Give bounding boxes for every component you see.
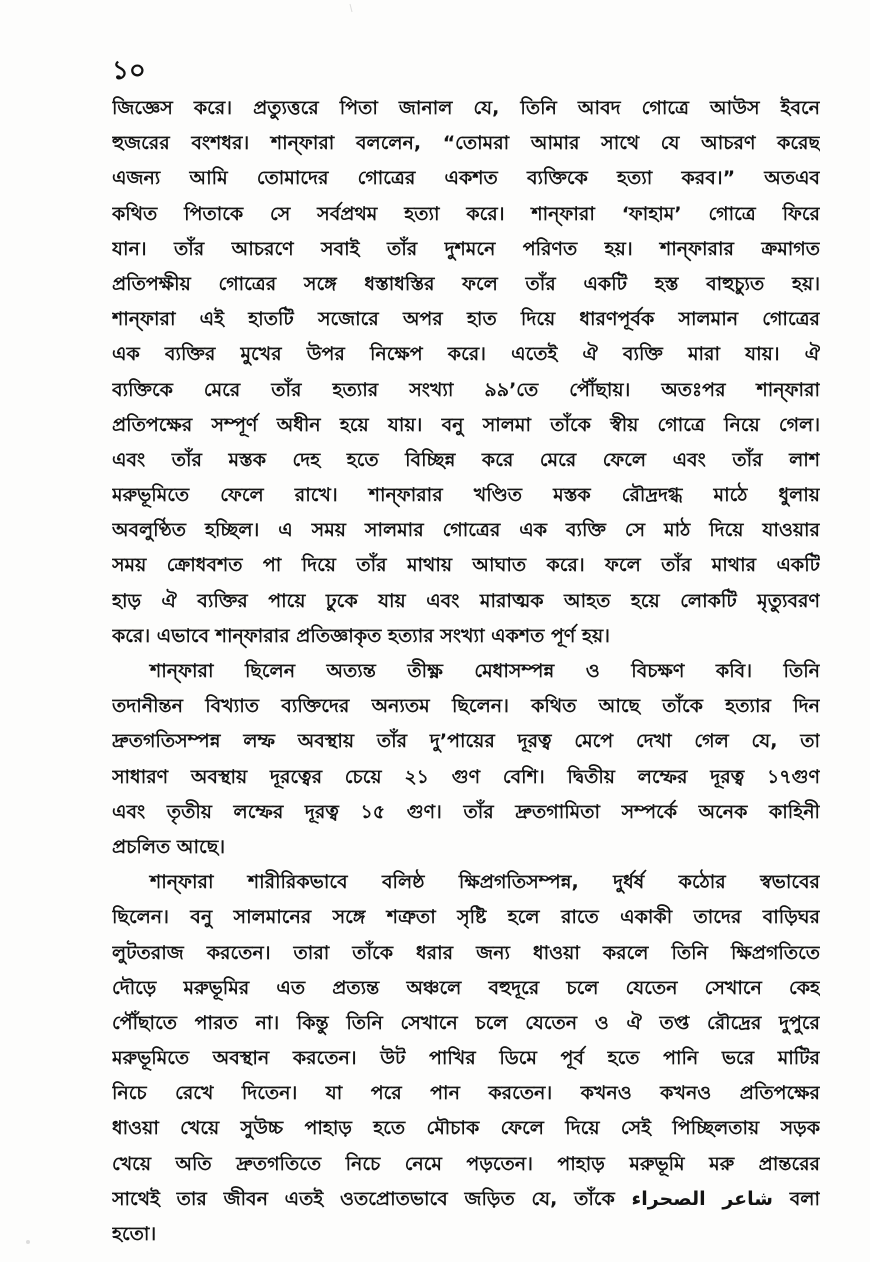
text-line: শান্‌ফারা ছিলেন অত্যন্ত তীক্ষ্ণ মেধাসম্পন্ন ও বিচক্ষণ কবি। তিনি <box>150 660 820 682</box>
text-line: ব্যক্তিকে মেরে তাঁর হত্যার সংখ্যা ৯৯’তে পৌঁছায়। অতঃপর শান্‌ফারা <box>112 378 820 401</box>
text-line: মরুভূমিতে ফেলে রাখে। শান্‌ফারার খণ্ডিত মস্তক রৌদ্রদগ্ধ মাঠে ধুলায় <box>112 484 820 507</box>
text-line: শান্‌ফারা শারীরিকভাবে বলিষ্ঠ ক্ষিপ্রগতিসম্পন্ন, দুর্ধর্ষ কঠোর স্বভাবের <box>150 871 820 894</box>
text-line: হতো। <box>112 1223 157 1245</box>
text-line: প্রচলিত আছে। <box>112 835 226 858</box>
text-line: প্রতিপক্ষীয় গোত্রের সঙ্গে ধস্তাধস্তির ফলে তাঁর একটি হস্ত বাহুচ্যুত হয়। <box>112 272 820 295</box>
text-line: পৌঁছাতে পারত না। কিন্তু তিনি সেখানে চলে যেতেন ও ঐ তপ্ত রৌদ্রের দুপুরে <box>112 1011 820 1034</box>
text-line: মরুভূমিতে অবস্থান করতেন। উট পাখির ডিমে পূর্ব হতে পানি ভরে মাটির <box>112 1047 820 1070</box>
text-line: ধাওয়া খেয়ে সুউচ্চ পাহাড় হতে মৌচাক ফেলে দিয়ে সেই পিচ্ছিলতায় সড়ক <box>112 1117 820 1140</box>
paragraph-3 <box>112 865 820 1252</box>
text-line: দৌড়ে মরুভূমির এত প্রত্যন্ত অঞ্চলে বহুদূরে চলে যেতেন সেখানে কেহ <box>112 976 820 999</box>
text-line: জিজ্ঞেস করে। প্রত্যুত্তরে পিতা জানাল যে, তিনি আবদ গোত্রে আউস ইবনে <box>112 97 820 119</box>
text-line: নিচে রেখে দিতেন। যা পরে পান করতেন। কখনও কখনও প্রতিপক্ষের <box>112 1082 820 1105</box>
text-line: এক ব্যক্তির মুখের উপর নিক্ষেপ করে। এতেই ঐ ব্যক্তি মারা যায়। ঐ <box>112 343 820 366</box>
text-line: হাড় ঐ ব্যক্তির পায়ে ঢুকে যায় এবং মারাত্মক আহত হয়ে লোকটি মৃত্যুবরণ <box>112 589 820 612</box>
text-line: করে। এভাবে শান্‌ফারার প্রতিজ্ঞাকৃত হত্যার সংখ্যা একশত পূর্ণ হয়। <box>112 624 610 647</box>
page-number: ১০ <box>112 56 146 86</box>
text-line: খেয়ে অতি দ্রুতগতিতে নিচে নেমে পড়তেন। পাহাড় মরুভূমি মরু প্রান্তরের <box>112 1152 820 1175</box>
paragraph-1 <box>112 91 820 654</box>
text-line: এজন্য আমি তোমাদের গোত্রের একশত ব্যক্তিকে হত্যা করব।” অতএব <box>112 167 820 190</box>
text-line: তদানীন্তন বিখ্যাত ব্যক্তিদের অন্যতম ছিলেন। কথিত আছে তাঁকে হত্যার দিন <box>112 695 820 718</box>
mixed-line-after: বলা <box>789 1187 820 1210</box>
text-line: এবং তাঁর মস্তক দেহ হতে বিচ্ছিন্ন করে মেরে ফেলে এবং তাঁর লাশ <box>112 448 820 471</box>
text-line: অবলুণ্ঠিত হচ্ছিল। এ সময় সালমার গোত্রের এক ব্যক্তি সে মাঠ দিয়ে যাওয়ার <box>112 519 820 542</box>
text-line: সময় ক্রোধবশত পা দিয়ে তাঁর মাথায় আঘাত করে। ফলে তাঁর মাথার একটি <box>112 554 820 577</box>
text-line: প্রতিপক্ষের সম্পূর্ণ অধীন হয়ে যায়। বনু সালমা তাঁকে স্বীয় গোত্রে নিয়ে গেল। <box>112 413 820 436</box>
text-line: যান। তাঁর আচরণে সবাই তাঁর দুশমনে পরিণত হয়। শান্‌ফারার ক্রমাগত <box>112 237 820 260</box>
arabic-phrase: شاعر الصحراء <box>631 1187 773 1210</box>
text-line: সাধারণ অবস্থায় দূরত্বের চেয়ে ২১ গুণ বেশি। দ্বিতীয় লম্ফের দূরত্ব ১৭গুণ <box>112 765 820 788</box>
text-line: দ্রুতগতিসম্পন্ন লম্ফ অবস্থায় তাঁর দু’পায়ের দূরত্ব মেপে দেখা গেল যে, তা <box>112 730 820 753</box>
text-line: শান্‌ফারা এই হাতটি সজোরে অপর হাত দিয়ে ধারণপূর্বক সালমান গোত্রের <box>112 308 820 331</box>
text-line: কথিত পিতাকে সে সর্বপ্রথম হত্যা করে। শান্‌ফারা ‘ফাহাম’ গোত্রে ফিরে <box>112 202 820 225</box>
body-text <box>112 91 820 1252</box>
paragraph-2 <box>112 654 820 865</box>
text-line: লুটতরাজ করতেন। তারা তাঁকে ধরার জন্য ধাওয়া করলে তিনি ক্ষিপ্রগতিতে <box>112 941 820 964</box>
mixed-line-before: সাথেই তার জীবন এতই ওতপ্রোতভাবে জড়িত যে, তাঁকে <box>112 1187 615 1210</box>
text-line: ছিলেন। বনু সালমানের সঙ্গে শত্রুতা সৃষ্টি হলে রাতে একাকী তাদের বাড়িঘর <box>112 906 820 929</box>
text-line: হুজরের বংশধর। শান্‌ফারা বললেন, “তোমরা আমার সাথে যে আচরণ করেছ <box>112 132 820 155</box>
text-line: এবং তৃতীয় লম্ফের দূরত্ব ১৫ গুণ। তাঁর দ্রুতগামিতা সম্পর্কে অনেক কাহিনী <box>112 800 820 823</box>
text-line-mixed <box>112 1182 820 1217</box>
